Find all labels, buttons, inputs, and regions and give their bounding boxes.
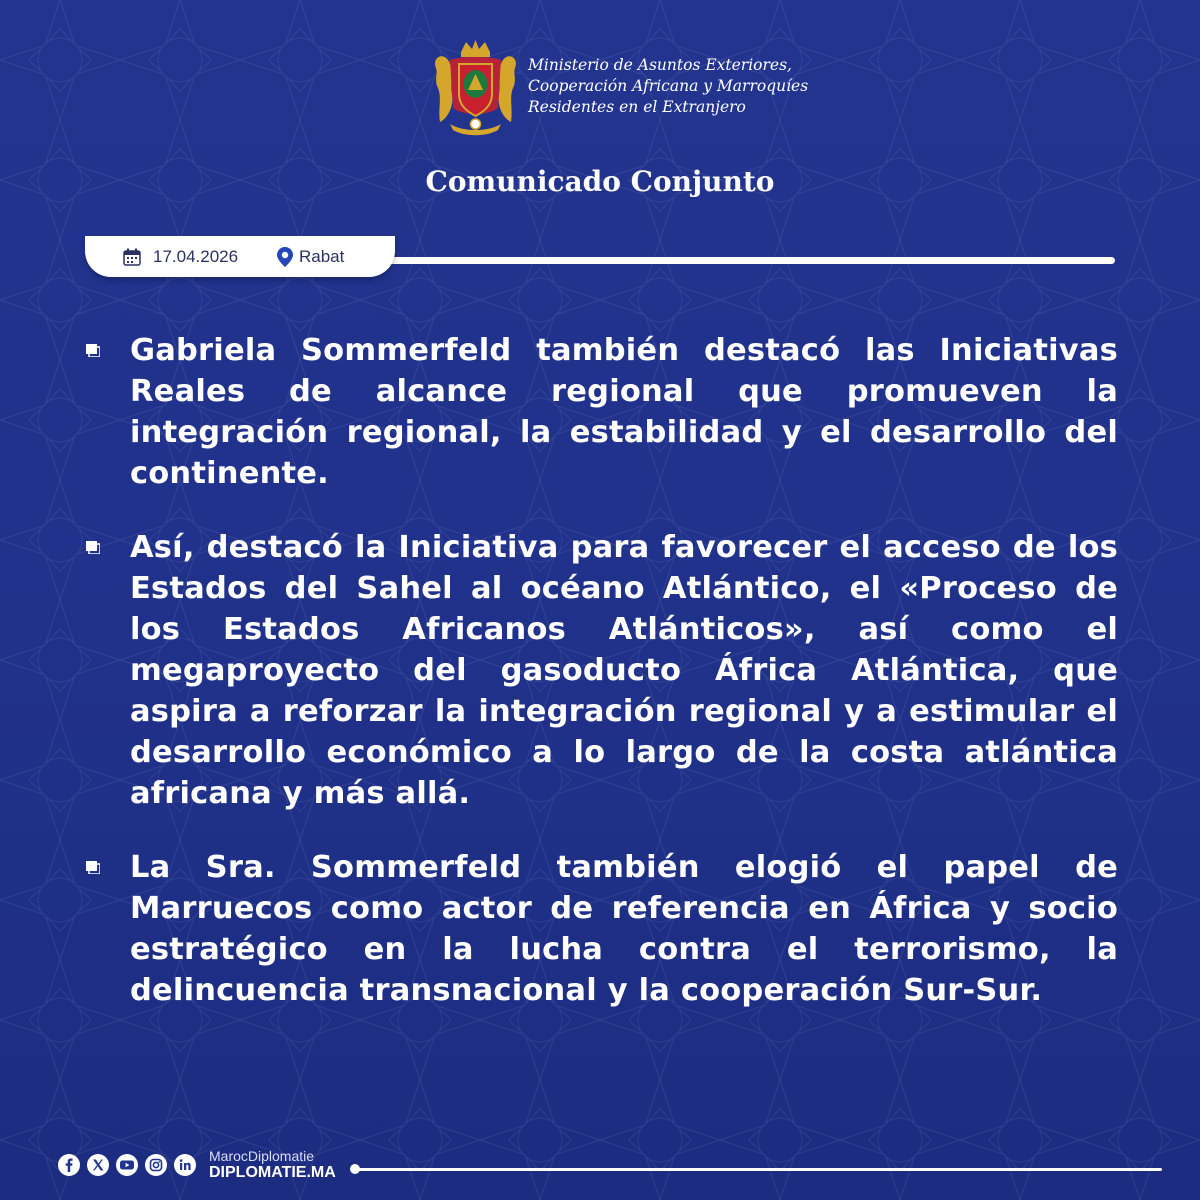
ministry-line: Cooperación Africana y Marroquíes bbox=[528, 77, 809, 95]
youtube-icon[interactable] bbox=[116, 1154, 138, 1176]
coat-of-arms-icon bbox=[428, 38, 523, 138]
instagram-icon[interactable] bbox=[145, 1154, 167, 1176]
page-title: Comunicado Conjunto bbox=[425, 165, 775, 198]
date-text: 17.04.2026 bbox=[153, 247, 239, 266]
social-handle: MarocDiplomatie bbox=[209, 1148, 315, 1164]
paragraph: La Sra. Sommerfeld también elogió el papel de Marruecos como actor de referencia en África y socio estratégico en la lucha contra el terrorismo, la delincuencia transnacional y la cooperación Sur-Sur. bbox=[130, 850, 1118, 1008]
footer bbox=[58, 1148, 1158, 1192]
location-pin-icon bbox=[275, 246, 295, 268]
linkedin-icon[interactable] bbox=[174, 1154, 196, 1176]
bullet-icon bbox=[86, 541, 100, 554]
bullet-icon bbox=[86, 861, 100, 874]
ministry-name bbox=[528, 55, 828, 118]
paragraph: Gabriela Sommerfeld también destacó las Iniciativas Reales de alcance regional que promueven la integración regional, la estabilidad y el desarrollo del continente. bbox=[130, 333, 1118, 491]
bullet-icon bbox=[86, 344, 100, 357]
list-item bbox=[82, 527, 1118, 814]
facebook-icon[interactable] bbox=[58, 1154, 80, 1176]
header bbox=[0, 30, 1200, 140]
x-icon[interactable] bbox=[87, 1154, 109, 1176]
date-location-tab bbox=[85, 236, 395, 277]
communique-body bbox=[82, 330, 1118, 1044]
website-link[interactable]: DIPLOMATIE.MA bbox=[209, 1164, 336, 1181]
calendar-icon bbox=[122, 247, 142, 267]
ministry-line: Residentes en el Extranjero bbox=[528, 98, 746, 116]
list-item bbox=[82, 330, 1118, 494]
location-text: Rabat bbox=[299, 247, 345, 266]
list-item bbox=[82, 847, 1118, 1011]
ministry-line: Ministerio de Asuntos Exteriores, bbox=[528, 56, 792, 74]
paragraph: Así, destacó la Iniciativa para favorecer el acceso de los Estados del Sahel al océano Atlántico, el «Proceso de los Estados Africanos Atlánticos», así como el megaproyecto del gasoducto África Atlántica, que aspira a reforzar la integración regional y a estimular el desarrollo económico a lo largo de la costa atlántica africana y más allá. bbox=[130, 530, 1118, 811]
footer-divider bbox=[356, 1168, 1162, 1171]
